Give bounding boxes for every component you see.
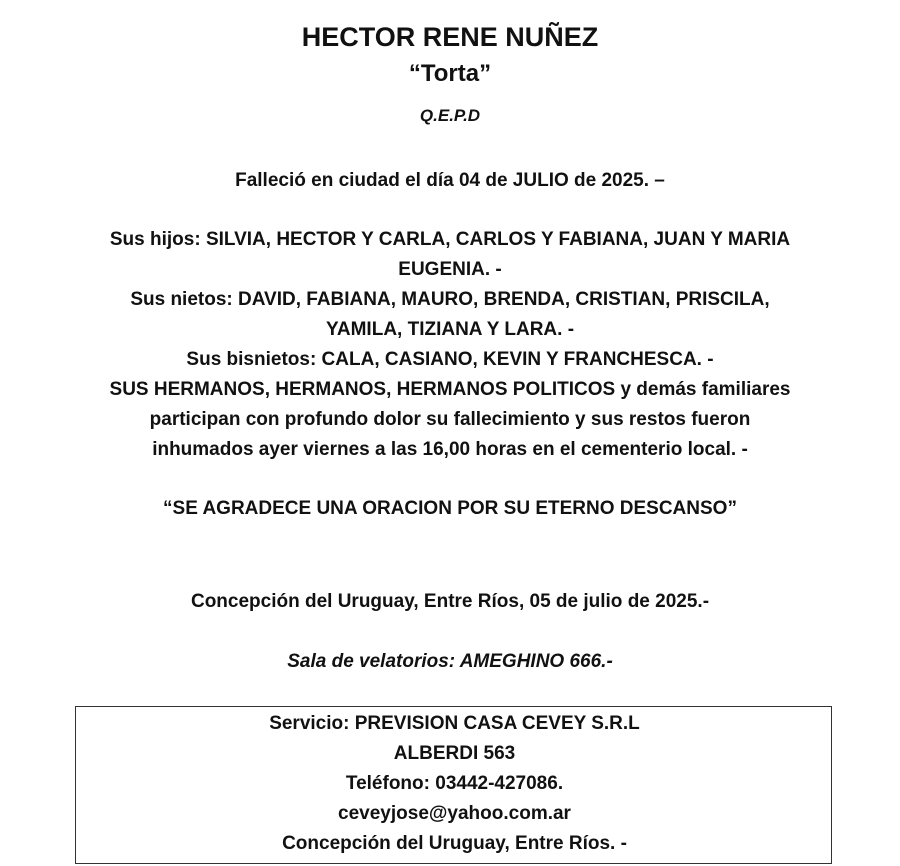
death-date-line: Falleció en ciudad el día 04 de JULIO de 2025. – — [235, 170, 665, 191]
children-line-2: EUGENIA. - — [398, 259, 502, 280]
children-line-1: Sus hijos: SILVIA, HECTOR Y CARLA, CARLOS Y FABIANA, JUAN Y MARIA — [109, 229, 791, 250]
grandchildren-line-2: YAMILA, TIZIANA Y LARA. - — [325, 319, 575, 340]
funeral-service-box — [75, 706, 832, 864]
service-city: Concepción del Uruguay, Entre Ríos. - — [282, 833, 627, 854]
family-line-3: inhumados ayer viernes a las 16,00 horas en el cementerio local. - — [152, 439, 748, 460]
family-line-1: SUS HERMANOS, HERMANOS, HERMANOS POLITICOS y demás familiares — [109, 379, 791, 400]
deceased-name: HECTOR RENE NUÑEZ — [301, 22, 599, 52]
great-grandchildren-line: Sus bisnietos: CALA, CASIANO, KEVIN Y FRANCHESCA. - — [186, 349, 714, 370]
service-provider: Servicio: PREVISION CASA CEVEY S.R.L — [269, 713, 640, 734]
prayer-request: “SE AGRADECE UNA ORACION POR SU ETERNO DESCANSO” — [163, 498, 737, 519]
family-line-2: participan con profundo dolor su fallecimiento y sus restos fueron — [149, 409, 751, 430]
qepd-label: Q.E.P.D — [419, 106, 481, 125]
service-phone: Teléfono: 03442-427086. — [345, 773, 564, 794]
grandchildren-line-1: Sus nietos: DAVID, FABIANA, MAURO, BRENDA, CRISTIAN, PRISCILA, — [130, 289, 770, 310]
wake-room-line: Sala de velatorios: AMEGHINO 666.- — [287, 651, 613, 672]
place-date-line: Concepción del Uruguay, Entre Ríos, 05 de julio de 2025.- — [190, 591, 710, 612]
service-address: ALBERDI 563 — [393, 743, 516, 764]
deceased-nickname: “Torta” — [408, 60, 492, 87]
service-email: ceveyjose@yahoo.com.ar — [338, 803, 571, 824]
